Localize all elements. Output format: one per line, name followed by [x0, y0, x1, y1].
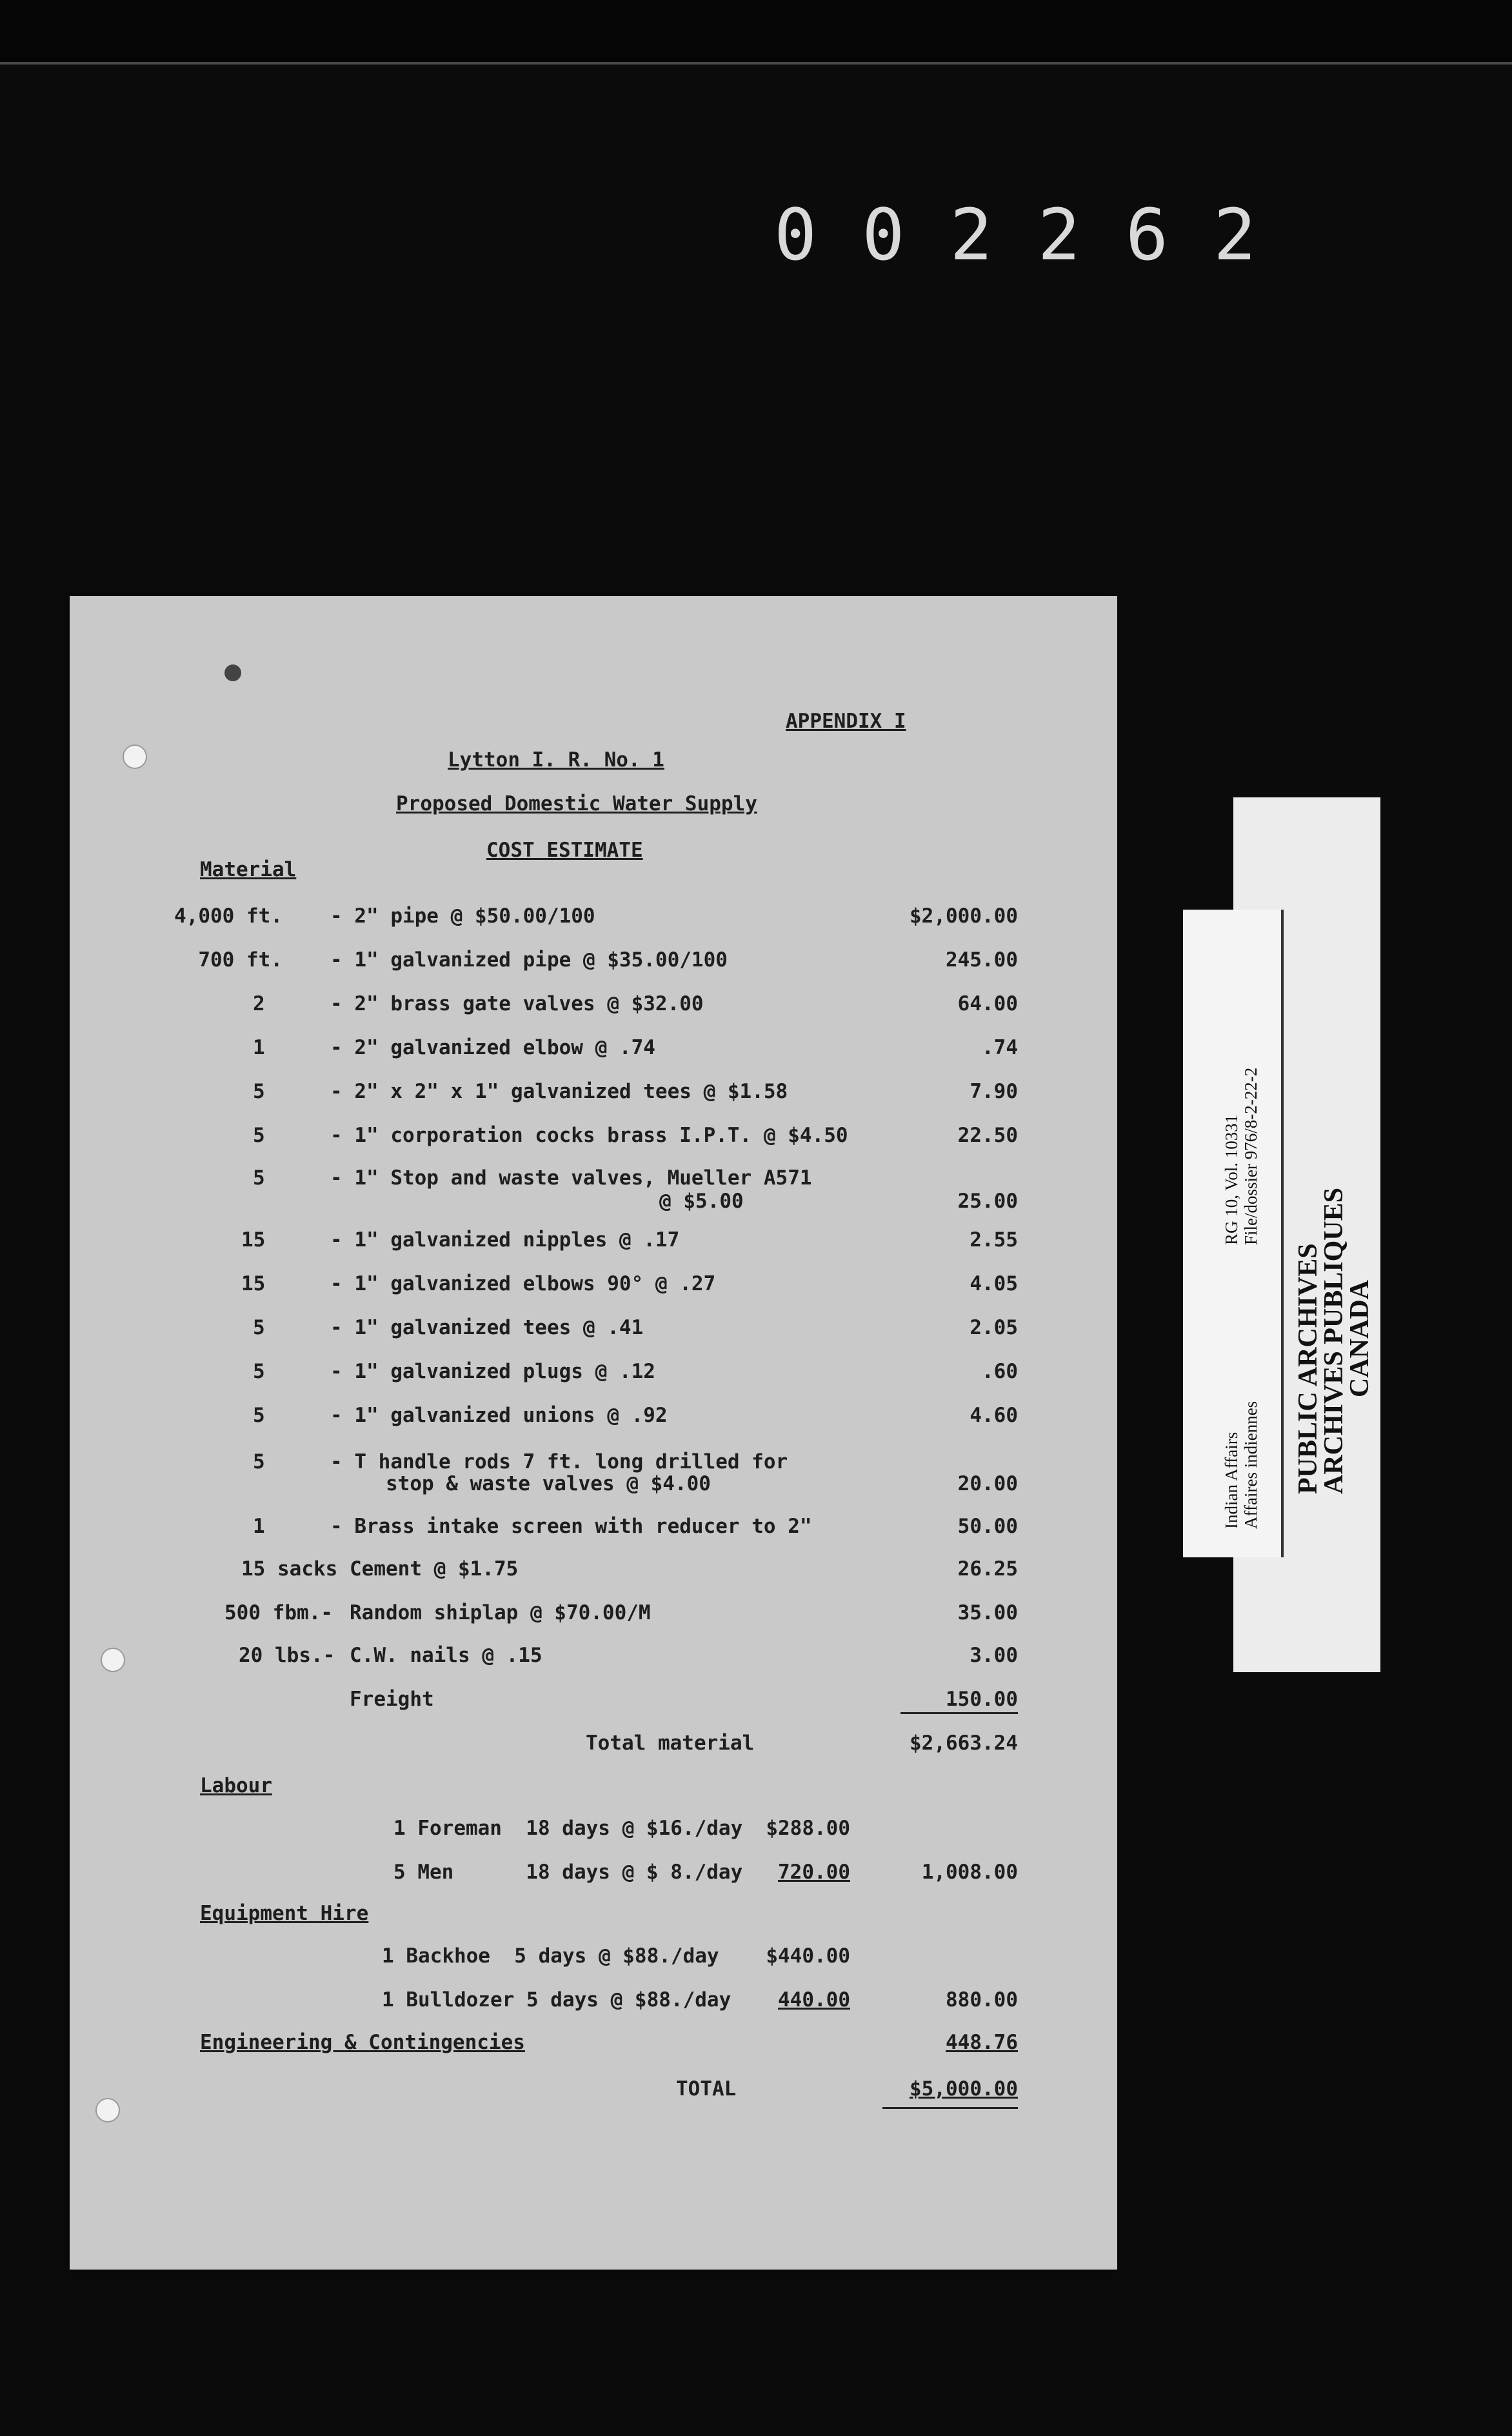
item-amount: 150.00 — [946, 1688, 1018, 1711]
archives-label-line2: ARCHIVES PUBLIQUES — [1319, 1188, 1349, 1494]
item-amount: 2.05 — [970, 1316, 1018, 1339]
total-material-amount: $2,663.24 — [910, 1732, 1018, 1755]
item-desc: - 2" pipe @ $50.00/100 — [330, 904, 595, 928]
grand-total-label: TOTAL — [676, 2077, 737, 2101]
reference-line1: RG 10, Vol. 10331 — [1222, 1114, 1241, 1245]
item-amount: 20.00 — [957, 1472, 1018, 1495]
department-line1: Indian Affairs — [1222, 1432, 1241, 1529]
document-page — [70, 596, 1117, 2270]
item-desc: Freight — [350, 1688, 434, 1711]
item-qty: 15 sacks — [241, 1557, 338, 1581]
item-desc: - 2" galvanized elbow @ .74 — [330, 1036, 655, 1059]
labour-subtotal: $288.00 — [766, 1817, 850, 1840]
item-qty: 2 — [253, 992, 265, 1015]
grand-total-amount: $5,000.00 — [910, 2077, 1018, 2101]
item-qty: 5 — [253, 1080, 265, 1103]
item-qty: 15 — [241, 1272, 266, 1295]
cost-estimate-document — [70, 596, 1117, 2270]
item-amount: 7.90 — [970, 1080, 1018, 1103]
total-material-label: Total material — [586, 1732, 755, 1755]
department-line2: Affaires indiennes — [1241, 1401, 1260, 1529]
item-desc: - 2" x 2" x 1" galvanized tees @ $1.58 — [330, 1080, 788, 1103]
item-qty: 1 — [253, 1036, 265, 1059]
grand-total-double-rule — [882, 2107, 1018, 2109]
item-qty: 20 lbs.- — [239, 1644, 335, 1667]
item-desc: - 1" galvanized pipe @ $35.00/100 — [330, 948, 728, 972]
labour-amount: 1,008.00 — [921, 1861, 1018, 1884]
equipment-row: 1 Backhoe 5 days @ $88./day — [382, 1944, 719, 1968]
item-amount: 25.00 — [957, 1190, 1018, 1213]
archives-label-text — [1295, 1188, 1373, 1494]
equipment-amount: 880.00 — [946, 1988, 1018, 2012]
subtotal-rule — [900, 1712, 1018, 1714]
item-desc: - 1" galvanized plugs @ .12 — [330, 1360, 655, 1383]
archives-label-line1: PUBLIC ARCHIVES — [1293, 1243, 1323, 1494]
item-desc: - Brass intake screen with reducer to 2" — [330, 1515, 812, 1538]
item-qty: 15 — [241, 1228, 266, 1252]
item-amount: $2,000.00 — [910, 904, 1018, 928]
item-desc: - 2" brass gate valves @ $32.00 — [330, 992, 704, 1015]
item-qty: 5 — [253, 1316, 265, 1339]
equipment-subtotal: $440.00 — [766, 1944, 850, 1968]
labour-subtotal: 720.00 — [778, 1861, 850, 1884]
item-amount: 3.00 — [970, 1644, 1018, 1667]
frame-number: 002262 — [774, 194, 1302, 276]
item-qty: 5 — [253, 1450, 265, 1473]
labour-heading: Labour — [200, 1774, 272, 1797]
item-amount: 50.00 — [957, 1515, 1018, 1538]
item-qty: 5 — [253, 1404, 265, 1427]
item-qty: 700 ft. — [198, 948, 283, 972]
equipment-row: 1 Bulldozer 5 days @ $88./day — [382, 1988, 731, 2012]
reference-line2: File/dossier 976/8-2-22-2 — [1241, 1067, 1260, 1245]
item-amount: 4.60 — [970, 1404, 1018, 1427]
department-text — [1222, 1401, 1260, 1529]
item-desc: - 1" Stop and waste valves, Mueller A571 — [330, 1166, 812, 1190]
labour-row: 1 Foreman 18 days @ $16./day — [393, 1817, 743, 1840]
item-qty: 500 fbm.- — [224, 1601, 333, 1624]
title-reserve: Lytton I. R. No. 1 — [448, 748, 664, 772]
item-qty: 1 — [253, 1515, 265, 1538]
item-qty: 5 — [253, 1360, 265, 1383]
item-desc-cont: @ $5.00 — [659, 1190, 744, 1213]
labour-row: 5 Men 18 days @ $ 8./day — [393, 1861, 743, 1884]
item-desc: - 1" galvanized tees @ .41 — [330, 1316, 644, 1339]
title-estimate: COST ESTIMATE — [486, 839, 643, 862]
item-amount: 4.05 — [970, 1272, 1018, 1295]
item-amount: .74 — [982, 1036, 1018, 1059]
item-desc-cont: stop & waste valves @ $4.00 — [386, 1472, 711, 1495]
item-amount: 26.25 — [957, 1557, 1018, 1581]
film-top-band — [0, 0, 1512, 62]
item-desc: - 1" galvanized unions @ .92 — [330, 1404, 668, 1427]
item-qty: 5 — [253, 1124, 265, 1147]
material-heading: Material — [200, 858, 297, 881]
item-amount: 245.00 — [946, 948, 1018, 972]
equipment-heading: Equipment Hire — [200, 1902, 369, 1925]
item-amount: 64.00 — [957, 992, 1018, 1015]
archives-reference-card — [1183, 910, 1284, 1557]
item-desc: - T handle rods 7 ft. long drilled for — [330, 1450, 788, 1473]
item-amount: 2.55 — [970, 1228, 1018, 1252]
engineering-label: Engineering & Contingencies — [200, 2031, 525, 2054]
appendix-label: APPENDIX I — [786, 710, 906, 733]
title-project: Proposed Domestic Water Supply — [396, 792, 757, 815]
archives-label-line3: CANADA — [1345, 1280, 1375, 1397]
item-qty: 4,000 ft. — [174, 904, 283, 928]
item-desc: - 1" galvanized elbows 90° @ .27 — [330, 1272, 716, 1295]
item-amount: 22.50 — [957, 1124, 1018, 1147]
item-qty: 5 — [253, 1166, 265, 1190]
reference-text — [1222, 1068, 1260, 1245]
item-desc: C.W. nails @ .15 — [350, 1644, 542, 1667]
item-desc: - 1" corporation cocks brass I.P.T. @ $4.50 — [330, 1124, 848, 1147]
equipment-subtotal: 440.00 — [778, 1988, 850, 2012]
item-desc: Random shiplap @ $70.00/M — [350, 1601, 651, 1624]
item-amount: .60 — [982, 1360, 1018, 1383]
item-desc: - 1" galvanized nipples @ .17 — [330, 1228, 680, 1252]
item-amount: 35.00 — [957, 1601, 1018, 1624]
item-desc: Cement @ $1.75 — [350, 1557, 519, 1581]
film-edge-line — [0, 62, 1512, 65]
engineering-amount: 448.76 — [946, 2031, 1018, 2054]
